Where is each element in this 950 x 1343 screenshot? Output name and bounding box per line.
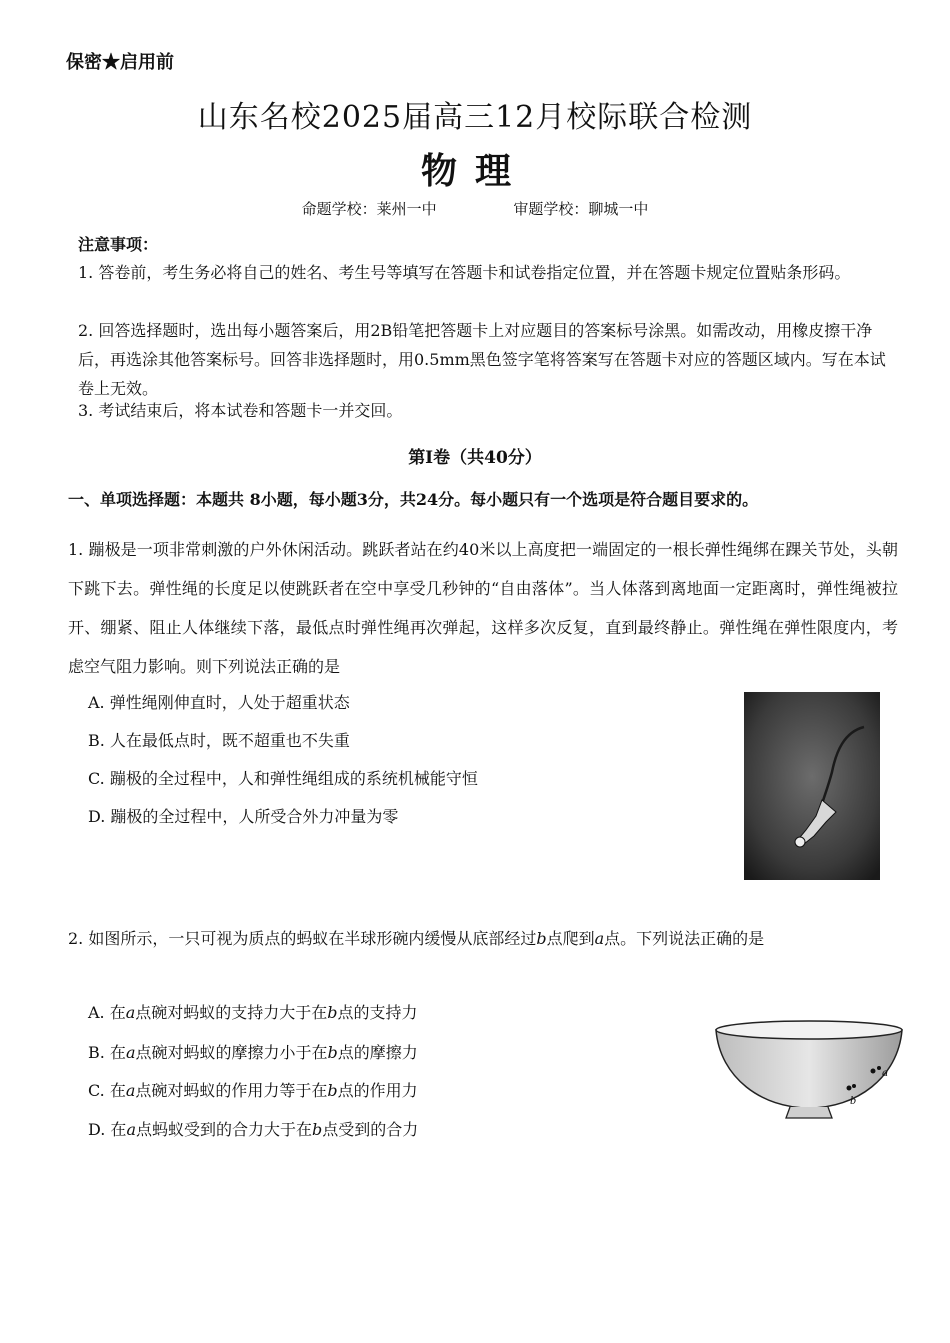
q2-option-c <box>88 1078 418 1101</box>
bungee-photo <box>744 692 880 880</box>
bowl-figure <box>712 1018 906 1130</box>
figure-label-b: b <box>850 1093 856 1107</box>
q2-option-b <box>88 1040 418 1063</box>
q1-option-a: A. 弹性绳刚伸直时，人处于超重状态 <box>88 693 350 712</box>
question-2-stem <box>68 918 898 960</box>
opt-var: b <box>312 1120 323 1139</box>
notice-item-1: 1. 答卷前，考生务必将自己的姓名、考生号等填写在答题卡和试卷指定位置，并在答题卡规定位置贴条形码。 <box>78 263 851 282</box>
confidential-label: 保密★启用前 <box>66 52 174 73</box>
reviewer-school: 审题学校：聊城一中 <box>513 200 649 218</box>
notice-heading: 注意事项： <box>78 235 159 254</box>
opt-text: 点碗对蚂蚁的摩擦力小于在 <box>135 1043 328 1062</box>
q2-option-a <box>88 1000 418 1023</box>
part-heading: 第Ⅰ卷（共40分） <box>408 448 542 468</box>
q2-point-b: b <box>536 929 547 948</box>
exam-title: 山东名校2025届高三12月校际联合检测 <box>197 100 753 135</box>
q2-stem-mid: 点爬到 <box>546 929 595 948</box>
school-info <box>0 198 950 219</box>
opt-text: 点蚂蚁受到的合力大于在 <box>135 1120 312 1139</box>
opt-text: B. 在 <box>88 1043 126 1062</box>
opt-var: a <box>125 1043 136 1062</box>
opt-text: 点的作用力 <box>337 1081 418 1100</box>
q2-point-a: a <box>594 929 605 948</box>
opt-text: C. 在 <box>88 1081 126 1100</box>
opt-text: 点的支持力 <box>337 1003 418 1022</box>
q2-option-d <box>88 1117 418 1140</box>
opt-var: a <box>126 1120 136 1139</box>
opt-var: a <box>125 1081 136 1100</box>
notice-item-3: 3. 考试结束后，将本试卷和答题卡一并交回。 <box>78 401 403 420</box>
opt-text: 点碗对蚂蚁的作用力等于在 <box>135 1081 328 1100</box>
opt-var: b <box>327 1081 338 1100</box>
notice-item-2: 2. 回答选择题时，选出每小题答案后，用2B铅笔把答题卡上对应题目的答案标号涂黑。如需改动，用橡皮擦干净后，再选涂其他答案标号。回答非选择题时，用0.5mm黑色签字笔将答案写在答题卡对应的答题区域内。写在本试卷上无效。 <box>78 321 886 398</box>
q2-stem-prefix: 2. 如图所示，一只可视为质点的蚂蚁在半球形碗内缓慢从底部经过 <box>68 929 537 948</box>
subject-title: 物理 <box>420 150 529 192</box>
opt-var: b <box>327 1043 338 1062</box>
q1-option-d: D. 蹦极的全过程中，人所受合外力冲量为零 <box>88 807 399 826</box>
q1-option-b: B. 人在最低点时，既不超重也不失重 <box>88 731 350 750</box>
question-1-stem: 1. 蹦极是一项非常刺激的户外休闲活动。跳跃者站在约40米以上高度把一端固定的一根长弹性绳绑在踝关节处，头朝下跳下去。弹性绳的长度足以使跳跃者在空中享受几秒钟的“自由落体”。当人体落到离地面一定距离时，弹性绳被拉开、绷紧、阻止人体继续下落，最低点时弹性绳再次弹起，这样多次反复，直到最终静止。弹性绳在弹性限度内，考虑空气阻力影响。则下列说法正确的是 <box>68 540 898 676</box>
q1-option-c: C. 蹦极的全过程中，人和弹性绳组成的系统机械能守恒 <box>88 769 478 788</box>
q2-stem-suffix: 点。下列说法正确的是 <box>604 929 765 948</box>
opt-text: 点碗对蚂蚁的支持力大于在 <box>135 1003 328 1022</box>
opt-text: D. 在 <box>88 1120 127 1139</box>
opt-text: 点受到的合力 <box>322 1120 419 1139</box>
opt-var: b <box>327 1003 338 1022</box>
opt-text: 点的摩擦力 <box>337 1043 418 1062</box>
figure-label-a: a <box>882 1065 888 1079</box>
section-heading: 一、单项选择题：本题共 8小题，每小题3分，共24分。每小题只有一个选项是符合题目要求的。 <box>68 490 759 509</box>
opt-var: a <box>125 1003 136 1022</box>
proposer-school: 命题学校：莱州一中 <box>301 200 437 218</box>
opt-text: A. 在 <box>88 1003 126 1022</box>
